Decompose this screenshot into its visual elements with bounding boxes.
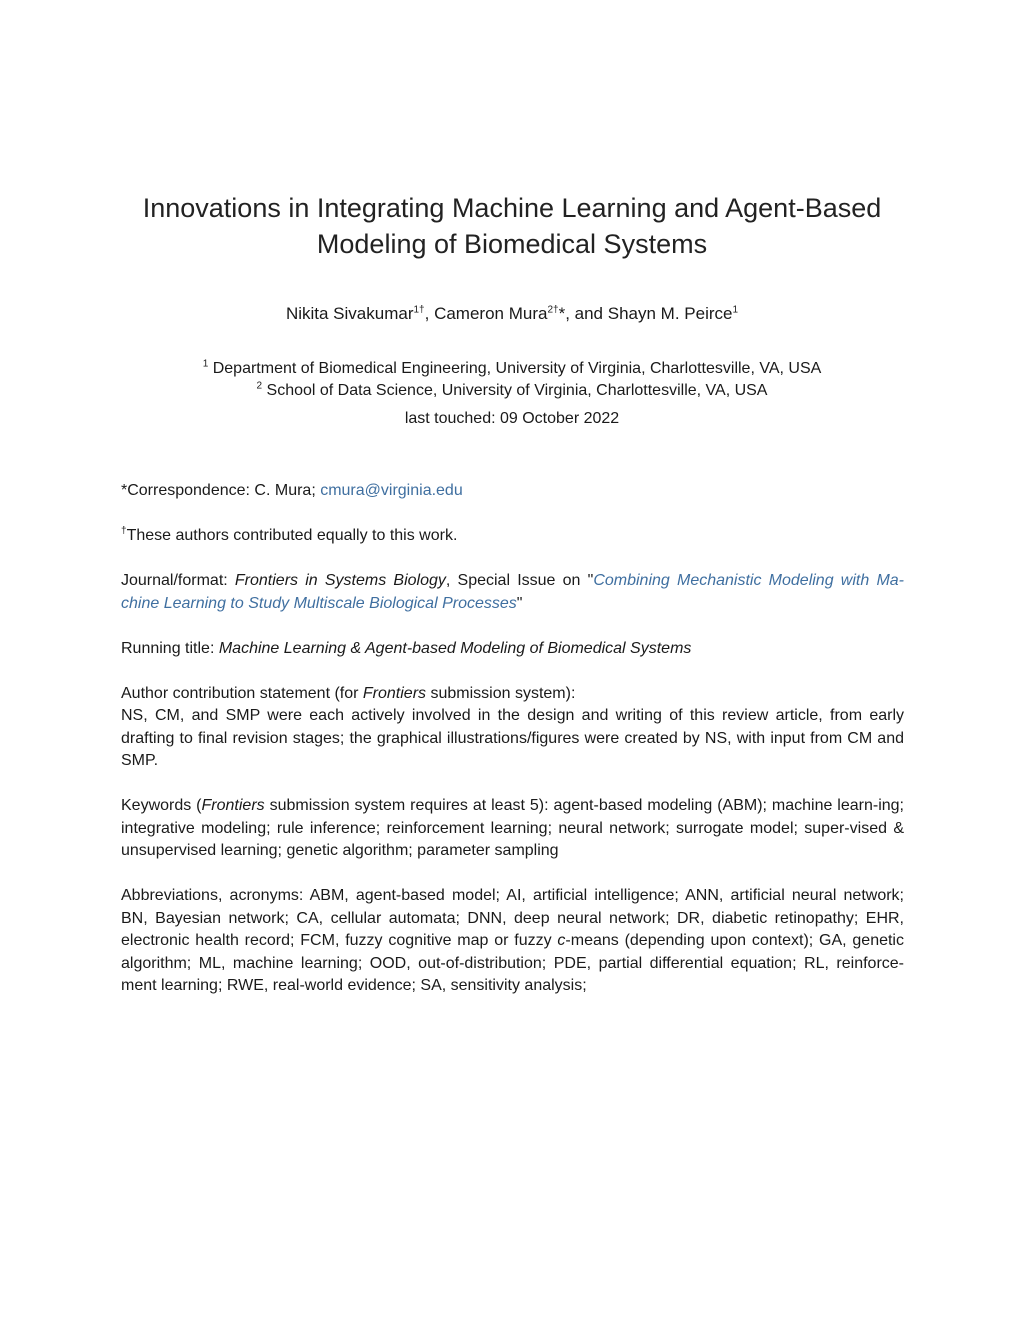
author-1-name: Nikita Sivakumar [285,304,414,323]
author-separator-1: , [424,304,435,323]
correspondence [121,480,904,503]
keywords-text: submission system requires at least 5): agent-based modeling (ABM); machine learn-ing; integrative modeling; rule inference; reinforcement learning; neural network; surrogate model; super-vised & unsupervised learning; genetic algorithm; parameter sampling [121,797,905,859]
author-3-affil-mark: 1 [732,304,739,316]
journal-prefix: Journal/format: [121,572,235,589]
affiliation-2 [0,380,1024,402]
journal-name: Frontiers in Systems Biology [234,572,446,589]
equal-contribution-note [121,525,904,548]
journal-format [121,570,904,615]
author-2-name: Cameron Mura [434,304,548,323]
author-2-affil-mark: 2† [547,304,559,316]
affiliation-2-text: School of Data Science, University of Virginia, Charlottesville, VA, USA [266,382,768,399]
keywords-em: Frontiers [201,797,265,814]
corresponding-mark: * [558,304,566,323]
equal-contribution-mark: † [121,525,127,537]
special-issue-link[interactable]: Combining Mechanistic Modeling with Ma-chine Learning to Study Multiscale Biological Processes [121,572,904,612]
abbreviations [121,885,904,998]
abbreviations-part-1: Abbreviations, acronyms: ABM, agent-based model; AI, artificial intelligence; ANN, artificial neural network; BN, Bayesian network; CA, cellular automata; DNN, deep neural network; DR, diabetic retinopathy; EHR, electronic health record; FCM, fuzzy cognitive map or fuzzy [121,887,904,949]
abbreviations-em: c [557,932,566,949]
contribution-text: NS, CM, and SMP were each actively involved in the design and writing of this review article, from early drafting to final revision stages; the graphical illustrations/figures were created by NS, with input from CM and SMP. [121,707,904,769]
author-list [0,302,1024,326]
contribution-heading-prefix: Author contribution statement (for [121,684,363,702]
affiliation-1-text: Department of Biomedical Engineering, University of Virginia, Charlottesville, VA, USA [212,360,822,377]
correspondence-label: *Correspondence: C. Mura; [121,482,321,499]
author-separator-2: , and [565,304,608,323]
affiliations [0,358,1024,430]
author-contribution [121,683,904,773]
keywords-prefix: Keywords ( [121,797,202,814]
abbreviations-part-2: -means (depending upon context); GA, genetic algorithm; ML, machine learning; OOD, out-of-distribution; PDE, partial differential equation; RL, reinforce-ment learning; RWE, real-world evidence; SA, sensitivity analysis; [121,932,904,994]
running-title [121,638,904,661]
correspondence-email-link[interactable]: cmura@virginia.edu [320,482,463,499]
equal-contribution-text: These authors contributed equally to this work. [126,527,458,544]
affiliation-2-number: 2 [256,380,263,392]
front-matter-body [121,480,904,1020]
title-line-1: Innovations in Integrating Machine Learning and Agent-Based [142,193,882,223]
journal-suffix: " [516,594,523,612]
journal-middle: , Special Issue on " [445,572,594,589]
author-1-affil-mark: 1† [413,304,425,316]
running-title-prefix: Running title: [121,639,219,657]
running-title-text: Machine Learning & Agent-based Modeling of Biomedical Systems [218,639,692,657]
paper-title [0,190,1024,262]
affiliation-1 [0,358,1024,380]
keywords [121,795,904,863]
last-touched-date: last touched: 09 October 2022 [404,410,620,427]
affiliation-1-number: 1 [202,358,209,370]
contribution-heading-suffix: submission system): [426,684,576,702]
title-line-2: Modeling of Biomedical Systems [316,229,708,259]
contribution-heading-em: Frontiers [362,684,427,702]
author-3-name: Shayn M. Peirce [607,304,733,323]
